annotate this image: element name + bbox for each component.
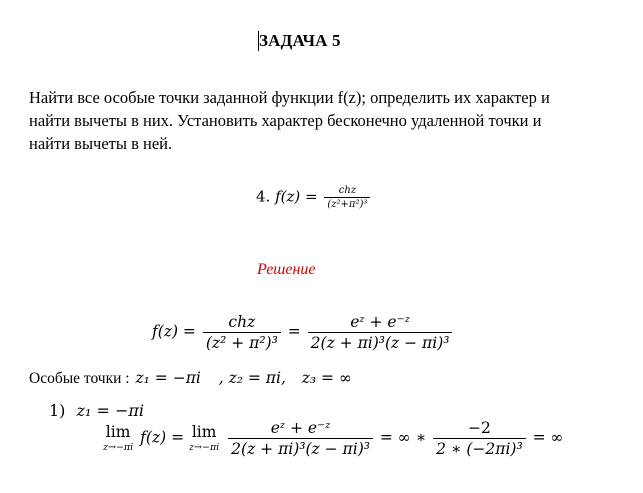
limit-2-word: lim: [191, 423, 217, 441]
limit-eq-inf: = ∞: [532, 428, 564, 447]
variant-lhs: f(z) =: [275, 187, 318, 206]
problem-statement: [29, 86, 609, 155]
limit-fraction-3: [433, 419, 526, 458]
limit-formula: [103, 419, 563, 458]
problem-line: найти вычеты в них. Установить характер бесконечно удаленной точки и: [29, 111, 542, 130]
singular-point-z2: , z₂ = πi,: [218, 369, 286, 387]
main-equals: =: [287, 322, 301, 341]
problem-line: Найти все особые точки заданной функции f(z); определить их характер и: [29, 88, 550, 107]
main-fraction-2: [308, 313, 453, 352]
solution-heading: Решение: [257, 261, 316, 278]
main-fraction-1: [203, 313, 281, 352]
main-frac2-denominator: 2(z + πi)³(z − πi)³: [308, 332, 453, 352]
limit-1-word: lim: [105, 423, 131, 441]
main-frac1-numerator: chz: [228, 313, 256, 331]
main-frac2-numerator: eᶻ + e⁻ᶻ: [350, 313, 410, 331]
limit-1-sub: z→−πi: [103, 441, 134, 453]
singular-point-z1: z₁ = −πi: [135, 369, 201, 387]
limit-frac3-numerator: −2: [467, 419, 491, 437]
limit-frac-numerator: eᶻ + e⁻ᶻ: [270, 419, 331, 437]
singular-points-line: [29, 369, 352, 388]
case-1-heading: [49, 401, 144, 420]
limit-2-sub: z→−πi: [189, 441, 220, 453]
main-lhs: f(z) =: [152, 322, 196, 341]
case-1-label: 1): [49, 401, 66, 420]
variant-numerator: chz: [338, 185, 357, 196]
limit-1: [103, 425, 133, 452]
main-frac1-denominator: (z² + π²)³: [203, 332, 281, 352]
limit-frac3-denominator: 2 ∗ (−2πi)³: [433, 438, 526, 458]
main-formula: [152, 313, 454, 352]
variant-fraction: [324, 185, 370, 210]
limit-eq-inf-times: = ∞ ∗: [379, 428, 427, 447]
page-title: ЗАДАЧА 5: [259, 31, 341, 50]
limit-2: [189, 425, 219, 452]
variant-denominator: (z²+π²)³: [324, 197, 370, 210]
singular-point-z3: z₃ = ∞: [301, 369, 352, 387]
variant-label: 4.: [256, 187, 271, 206]
case-1-point: z₁ = −πi: [76, 401, 144, 420]
limit-fz: f(z) =: [140, 428, 185, 447]
singular-points-label: Особые точки :: [29, 370, 130, 387]
limit-fraction: [228, 419, 373, 458]
limit-frac-denominator: 2(z + πi)³(z − πi)³: [228, 438, 373, 458]
problem-line: найти вычеты в ней.: [29, 134, 173, 153]
variant-formula: [256, 185, 372, 210]
